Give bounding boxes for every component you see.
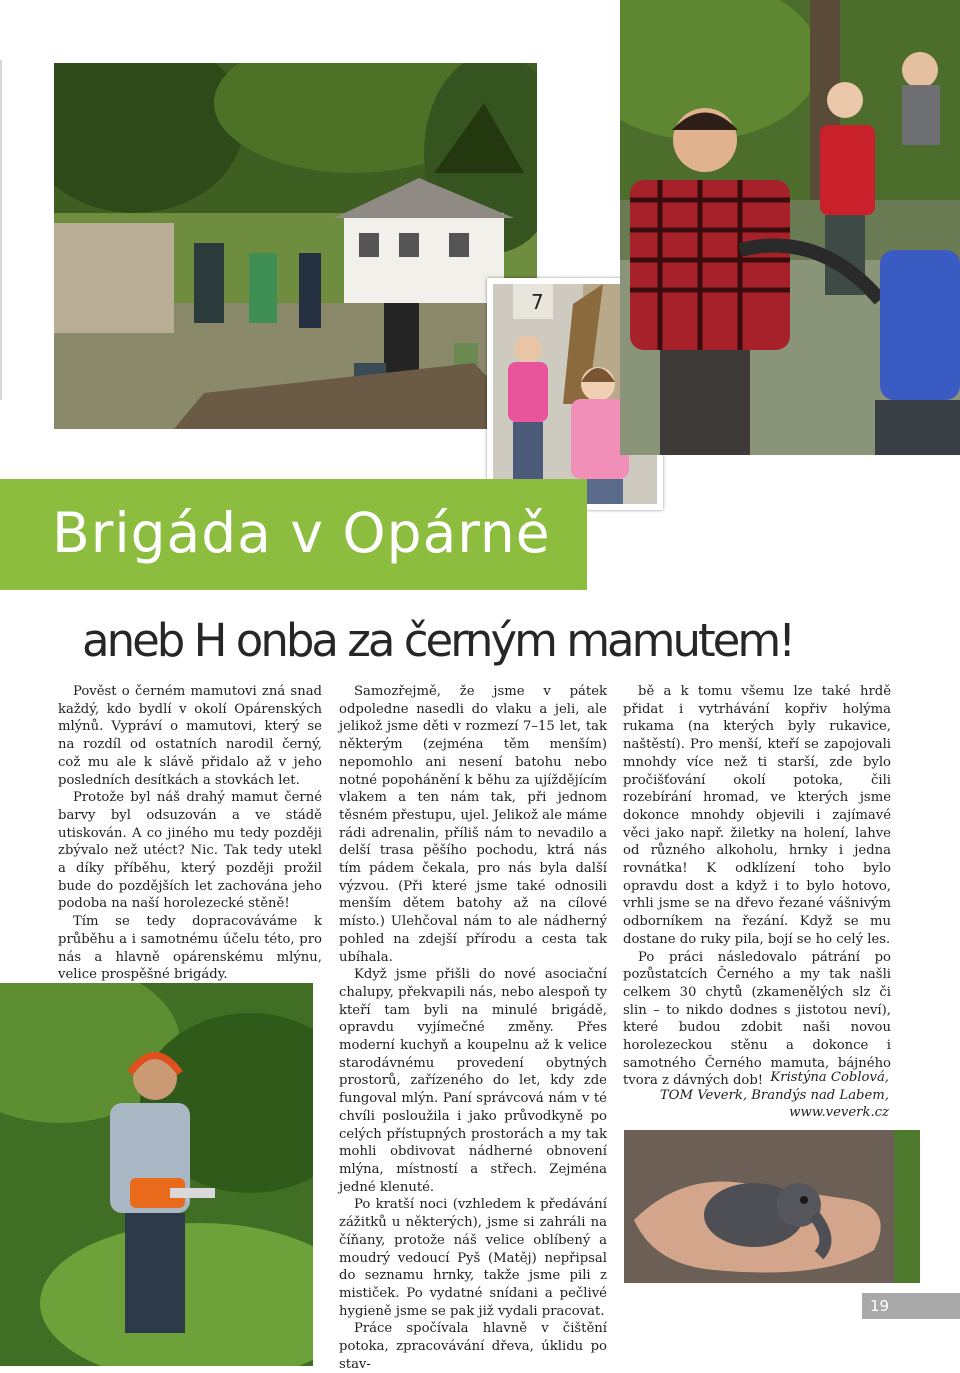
article-subtitle: aneb H onba za černým mamutem!	[82, 614, 794, 667]
paragraph: Samozřejmě, že jsme v pátek odpoledne nasedli do vlaku a jeli, ale jelikož jsme děti v rozmezí 7–15 let, tak některým (zejména těm menším) nepomohlo ani nesení batohu nebo notné popohánění k běhu za ujíždějícím vlakem a ten nám tak, při jednom těsném přestupu, ujel. Jelikož ale máme rádi adrenalin, příliš nám to nevadilo a delší trasa pěšího pochodu, ktrá nás tím pádem čekala, pro nás byla další výzvou. (Při které jsme také odnosili menším dětem batohy až na cílové místo.) Ulehčoval nám to ale nádherný pohled na zdejší přírodu a cesta tak ubíhala.	[339, 684, 607, 965]
paragraph: Když jsme přišli do nové asociační chalupy, překvapili nás, nebo alespoň ty kteří tam byli na minulé brigádě, opravdu vyjímečné změny. Přes moderní kuchyň a koupelnu až k velice starodávnému provedení obytných prostorů, zařízeného do let, kdy zde fungoval mlýn. Paní správcová nám v té chvíli posloužila i jako průvodkyně po celých přístupných prostorách a my tak mohli obdivovat nádherné obnovení mlýna, místností a střech. Zejména jedné klenuté.	[339, 967, 607, 1195]
article-title: Brigáda v Opárně	[52, 501, 551, 565]
page-number: 19	[862, 1293, 960, 1319]
text-column-3	[623, 683, 891, 1090]
author-name: Kristýna Coblová,	[770, 1070, 889, 1085]
paragraph: Tím se tedy dopracováváme k průběhu a i samotnému účelu této, pro nás a hlavně opárenskému mlýnu, velice prospěšné brigády.	[58, 914, 322, 983]
paragraph: Po práci následovalo pátrání po pozůstatcích Černého a my tak našli celkem 30 chytů (zkamenělých slz či slin – to nikdo dodnes s jistotou neví), které budou zdobit naši novou horolezeckou stěnu a dokonce i samotného Černého mamuta, bájného tvora z dávných dob!	[623, 949, 891, 1089]
author-website: www.veverk.cz	[789, 1105, 889, 1121]
photo-mammoth-figurine	[624, 1130, 920, 1283]
photo-man-chainsaw	[0, 983, 313, 1366]
author-organization: TOM Veverk, Brandýs nad Labem,	[659, 1087, 889, 1103]
author-signature	[623, 1069, 889, 1122]
page-edge-mark	[0, 60, 2, 400]
sign-number: 7	[531, 290, 544, 314]
paragraph: Protože byl náš drahý mamut černé barvy byl odsuzován a ve stádě utiskován. A co jiného mu tedy později zbývalo než utéct? Nic. Tak tedy utekl a díky příběhu, který později prožil bude do pozdějších let zachována jeho podoba na naší horolezecké stěně!	[58, 790, 322, 912]
paragraph: Pověst o černém mamutovi zná snad každý, kdo bydlí v okolí Opárenských mlýnů. Vypráví o mamutovi, který se na rozdíl od ostatních narodil černý, což mu ale k slávě přidalo až v jeho posledních desítkách a stovkách let.	[58, 684, 322, 788]
text-column-2	[339, 683, 607, 1373]
paragraph: Práce spočívala hlavně v čištění potoka, zpracovávání dřeva, úklidu po stav-	[339, 1321, 607, 1372]
text-column-1	[58, 683, 322, 984]
paragraph: Po kratší noci (vzhledem k předávání zážitků u některých), jsme si zahráli na číňany, protože náš velice oblíbený a moudrý vedoucí Pyš (Matěj) nepřipsal do seznamu hrnky, takže jsme pili z mističek. Po vydatné snídani a pečlivé hygieně jsme se pak již vydali pracovat.	[339, 1197, 607, 1319]
photo-kids-stream	[620, 0, 960, 455]
paragraph: bě a k tomu všemu lze také hrdě přidat i vytrhávání kopřiv holýma rukama (na kterých byly rukavice, naštěstí). Pro menší, kteří se zapojovali mnohdy více než ti starší, zde bylo pročišťování okolí potoka, čili rozebírání hromad, ve kterých jsme dokonce mnohdy objevili i zajímavé věci jako např. žiletky na holení, lahve od různého alkoholu, hrnky i jedna rovnátka! K odklízení toho bylo opravdu dost a když i to bylo hotovo, vrhli jsme se na dřevo řezané vášnivým odborníkem na řezání. Když se mu dostane do ruky pila, bojí se ho celý les.	[623, 684, 891, 947]
photo-brigade-mill	[54, 63, 537, 429]
